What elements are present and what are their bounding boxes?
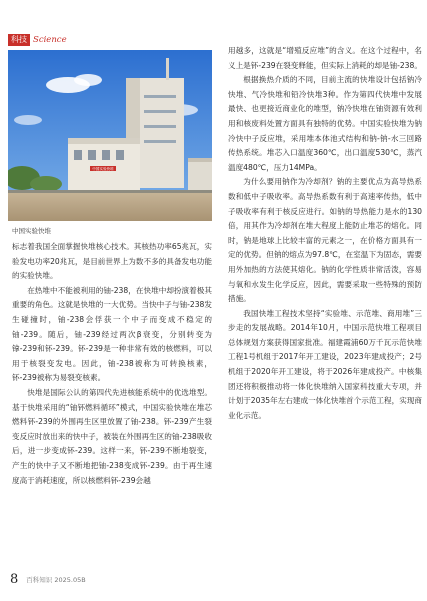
section-label-en: Science: [33, 35, 67, 45]
photo-caption: 中国实验快堆: [12, 227, 51, 235]
reactor-photo: [8, 50, 212, 221]
paragraph: 标志着我国全面掌握快堆核心技术。其核热功率65兆瓦，实验发电功率20兆瓦，是目前世界上为数不多的具备发电功能的实验快堆。: [12, 242, 212, 281]
paragraph: 为什么要用钠作为冷却剂？钠的主要优点为高导热系数和低中子吸收率。高导热系数有利于高速率传热，低中子吸收率有利于核反应进行。如钠的导热能力是水的130倍，用其作为冷却剂在堆大程度上能防止堆芯的熔化。同时，钠是地球上比较丰富的元素之一，在价格方面具有一定的优势。但钠的熔点为97.8℃，在室温下为固态，需要用外加热的方法使其熔化。钠的化学性质非常活泼，容易与氧和水发生化学反应，因此，需要采取一些特殊的预防措施。: [228, 177, 422, 304]
reactor-sign: 中国实验快堆: [92, 167, 114, 171]
paragraph: 用越多，这就是“增殖反应堆”的含义。在这个过程中，名义上是钚-239在裂变释能，但实际上消耗的却是铀-238。: [228, 46, 422, 70]
right-column: [228, 44, 422, 423]
page-footer: [10, 572, 86, 587]
paragraph: 快堆是国际公认的第四代先进核能系统中的优选堆型。基于快堆采用的“铀钚燃料循环”模式，中国实验快堆在堆芯燃料钚-239的外围再生区里放置了铀-238。钚-239产生裂变反应时放出来的快中子，被装在外围再生区的铀-238吸收后，进一步变成钚-239。这样一来，钚-239不断地裂变，产生的快中子又不断地把铀-238变成钚-239。由于再生速度高于消耗速度，所以核燃料钚-239会越: [12, 387, 212, 485]
paragraph: 在热堆中不能被利用的铀-238，在快堆中却扮演着极其重要的角色。这就是快堆的一大优势。当快中子与铀-238发生碰撞时，铀-238会俘获一个中子而变成不稳定的铀-239。随后，铀-239经过两次β衰变，分别转变为镎-239和钚-239。钚-239是一种非常有效的核燃料，可以用于核裂变发电。因此，铀-238被称为可转换核素，钚-239被称为易裂变核素。: [12, 285, 212, 383]
paragraph: 我国快堆工程技术坚持“实验堆、示范堆、商用堆”三步走的发展战略。2014年10月，中国示范快堆工程项目总体规划方案获得国家批准。福建霞浦60万千瓦示范快堆工程1号机组于2017年开工建设，2023年建成投产；2号机组于2020年开工建设，将于2026年建成投产。中核集团还将积极推动将一体化快堆纳入国家科技重大专项，并计划于2035年左右建成一体化快堆首个示范工程，实现商业化示范。: [228, 308, 422, 420]
journal-info: 百科知识 2025.05B: [26, 576, 86, 584]
section-tag: [8, 34, 67, 46]
left-column: [12, 240, 212, 488]
section-label-cn: 科技: [8, 34, 30, 46]
page-number: 8: [10, 572, 19, 587]
paragraph: 根据换热介质的不同，目前主流的快堆设计包括钠冷快堆、气冷快堆和铅冷快堆3种。作为第四代快堆中发展最快、也更接近商业化的堆型，钠冷快堆在铀资源有效利用和核废料处置方面具有独特的优势。中国实验快堆为钠冷快中子反应堆，采用堆本体池式结构和钠-钠-水三回路传热系统。堆芯入口温度360℃，出口温度530℃，蒸汽温度480℃，压力14MPa。: [228, 75, 422, 172]
